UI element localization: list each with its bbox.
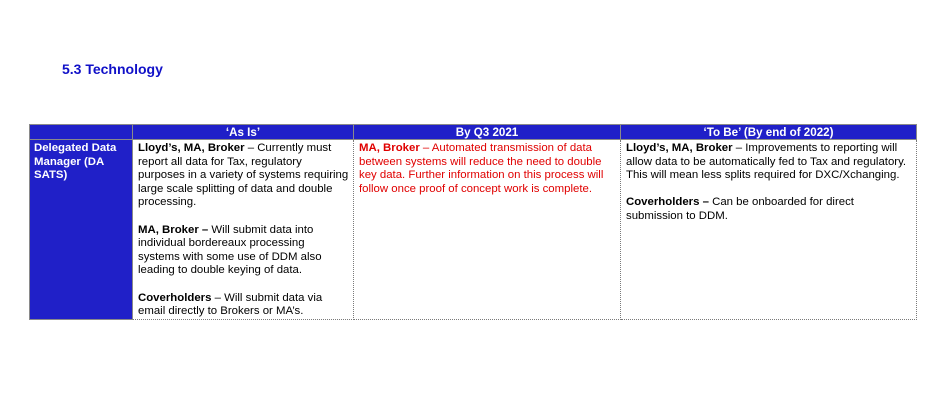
section-title: 5.3 Technology — [62, 61, 163, 77]
header-cell-as-is: ‘As Is’ — [133, 125, 354, 140]
q3-paragraph — [359, 142, 616, 196]
header-row — [30, 125, 917, 140]
as-is-text: – Currently must report all data for Tax, regulatory purposes in a variety of systems requiring large scale splitting of data and double processing. — [138, 142, 349, 209]
as-is-paragraph — [138, 292, 349, 319]
q3-lead: MA, Broker — [359, 142, 420, 154]
technology-table — [29, 124, 917, 320]
cell-as-is — [133, 140, 354, 320]
row-label-ddm: Delegated Data Manager (DA SATS) — [30, 140, 133, 320]
as-is-lead: Lloyd’s, MA, Broker — [138, 142, 245, 154]
cell-q3-2021 — [354, 140, 621, 320]
header-cell-blank — [30, 125, 133, 140]
header-cell-to-be: ‘To Be’ (By end of 2022) — [621, 125, 917, 140]
cell-to-be — [621, 140, 917, 320]
table-row — [30, 140, 917, 320]
to-be-paragraph — [626, 142, 912, 183]
to-be-text: Can be onboarded for direct submission to DDM. — [626, 196, 854, 222]
as-is-paragraph — [138, 142, 349, 210]
as-is-lead: Coverholders — [138, 291, 212, 304]
as-is-text: Will submit data into individual bordereaux processing systems with some use of DDM also leading to double keying of data. — [138, 223, 322, 277]
to-be-paragraph — [626, 196, 912, 223]
header-cell-q3-2021: By Q3 2021 — [354, 125, 621, 140]
as-is-lead: MA, Broker – — [138, 223, 209, 236]
to-be-lead: Coverholders – — [626, 196, 709, 209]
as-is-paragraph — [138, 224, 349, 278]
q3-text: – Automated transmission of data between systems will reduce the need to double key data. Further information on this process will follow once proof of concept work is complete. — [359, 142, 604, 195]
to-be-text: – Improvements to reporting will allow data to be automatically fed to Tax and regulatory. This will mean less splits required for DXC/Xchanging. — [626, 142, 907, 182]
to-be-lead: Lloyd’s, MA, Broker — [626, 142, 733, 154]
as-is-text: – Will submit data via email directly to Brokers or MA’s. — [138, 291, 323, 318]
